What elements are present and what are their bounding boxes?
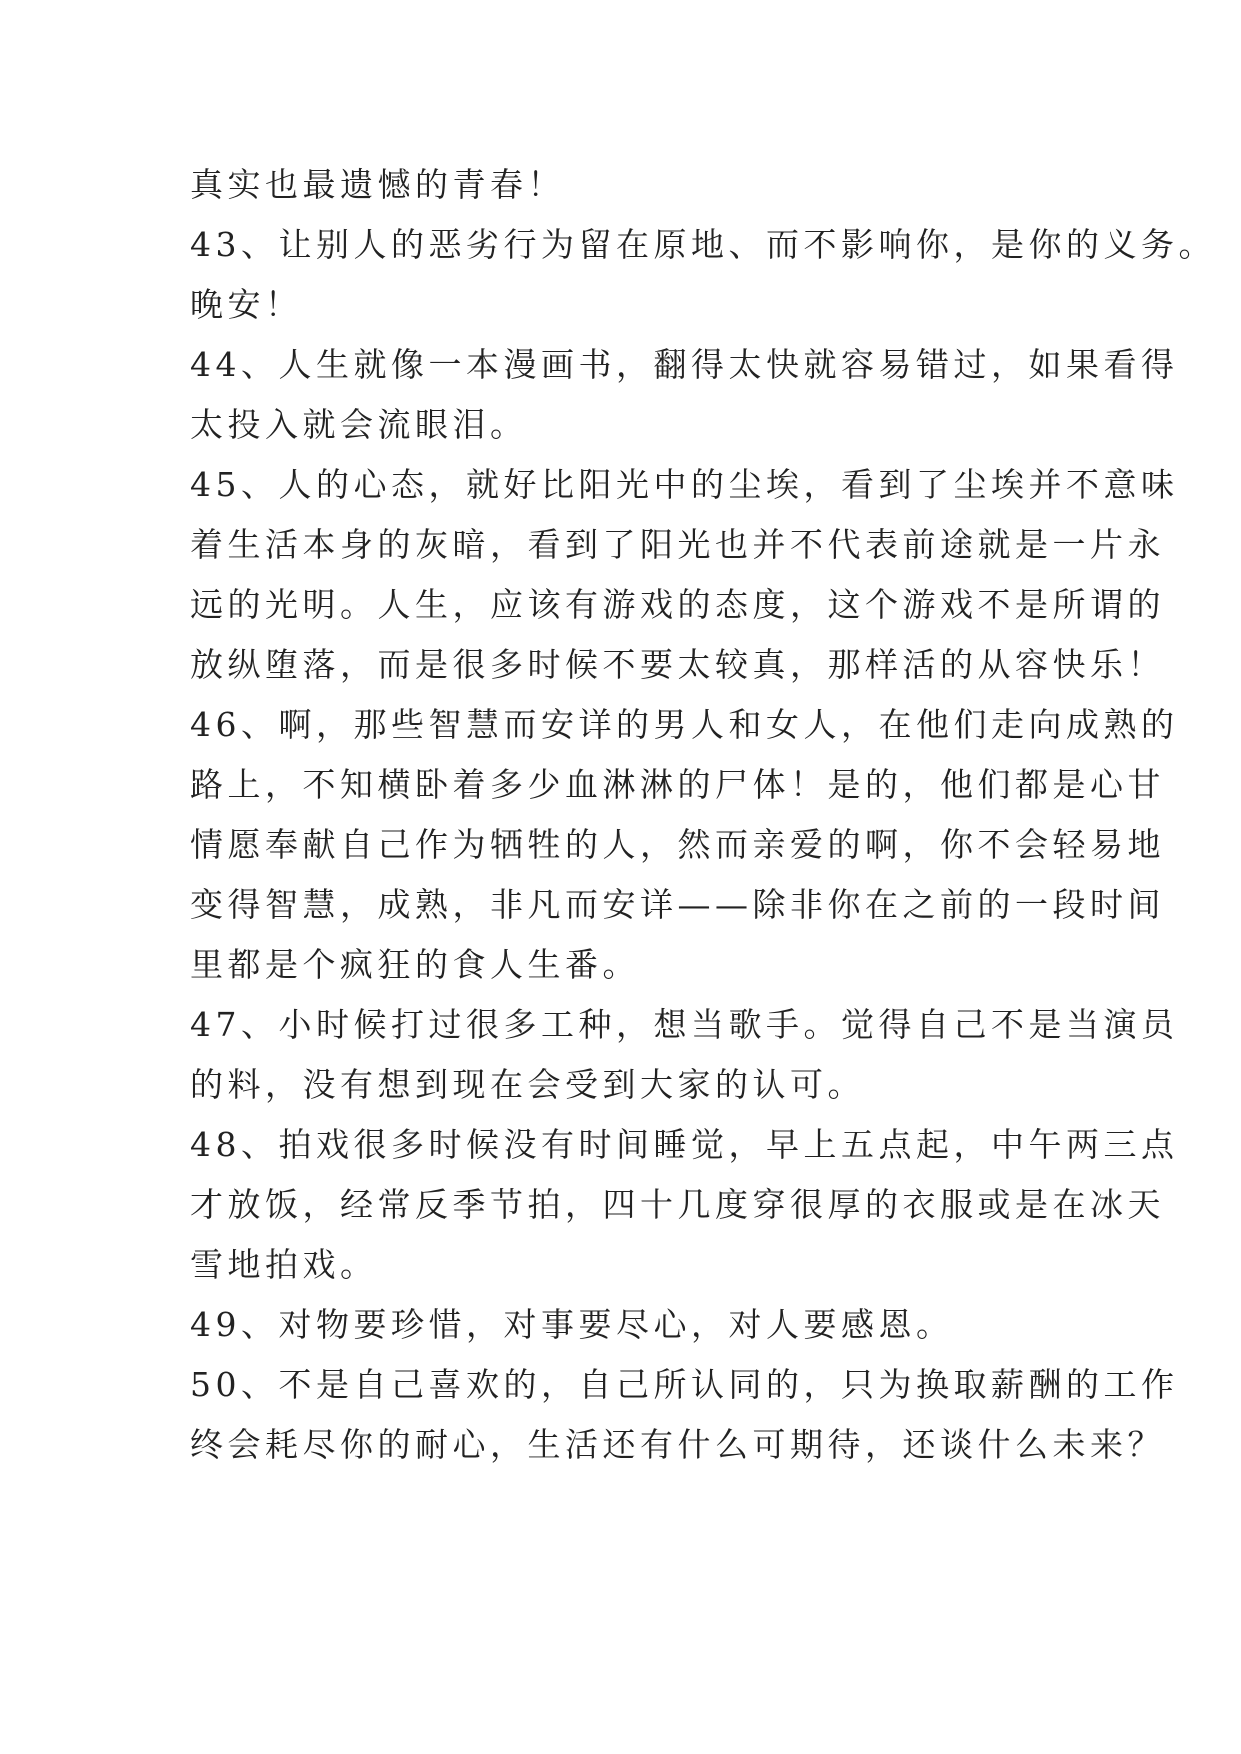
text-line: 晚安！ (190, 285, 303, 324)
document-body (190, 155, 1216, 1475)
text-line: 真实也最遗憾的青春！ (190, 165, 565, 204)
text-line: 雪地拍戏。 (190, 1245, 378, 1284)
text-line: 终会耗尽你的耐心，生活还有什么可期待，还谈什么未来？ (190, 1425, 1165, 1464)
text-line: 路上，不知横卧着多少血淋淋的尸体！是的，他们都是心甘 (190, 765, 1165, 804)
text-line: 的料，没有想到现在会受到大家的认可。 (190, 1065, 865, 1104)
text-line: 着生活本身的灰暗，看到了阳光也并不代表前途就是一片永 (190, 525, 1165, 564)
text-line: 44、人生就像一本漫画书，翻得太快就容易错过，如果看得 (190, 345, 1179, 384)
text-line: 48、拍戏很多时候没有时间睡觉，早上五点起，中午两三点 (190, 1125, 1179, 1164)
text-line: 46、啊，那些智慧而安详的男人和女人，在他们走向成熟的 (190, 705, 1179, 744)
text-line: 远的光明。人生，应该有游戏的态度，这个游戏不是所谓的 (190, 585, 1165, 624)
text-line: 才放饭，经常反季节拍，四十几度穿很厚的衣服或是在冰天 (190, 1185, 1165, 1224)
text-line: 太投入就会流眼泪。 (190, 405, 528, 444)
text-line: 43、让别人的恶劣行为留在原地、而不影响你，是你的义务。 (190, 225, 1216, 264)
text-line: 47、小时候打过很多工种，想当歌手。觉得自己不是当演员 (190, 1005, 1179, 1044)
text-line: 45、人的心态，就好比阳光中的尘埃，看到了尘埃并不意味 (190, 465, 1179, 504)
text-line: 情愿奉献自己作为牺牲的人，然而亲爱的啊，你不会轻易地 (190, 825, 1165, 864)
text-line: 放纵堕落，而是很多时候不要太较真，那样活的从容快乐！ (190, 645, 1165, 684)
text-line: 里都是个疯狂的食人生番。 (190, 945, 640, 984)
text-line: 49、对物要珍惜，对事要尽心，对人要感恩。 (190, 1305, 954, 1344)
text-line: 变得智慧，成熟，非凡而安详——除非你在之前的一段时间 (190, 885, 1165, 924)
text-line: 50、不是自己喜欢的，自己所认同的，只为换取薪酬的工作 (190, 1365, 1179, 1404)
